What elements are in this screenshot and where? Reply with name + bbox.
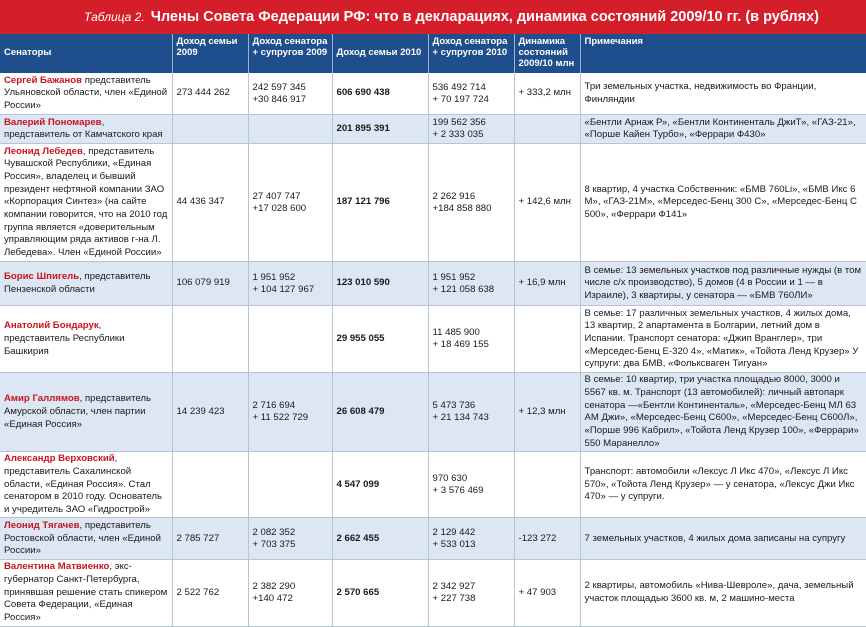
spouse-income-2009-line: +140 472	[252, 593, 293, 605]
family-income-2009	[172, 452, 248, 518]
senator-desc: , представитель Амурской области, член партии «Единая Россия»	[4, 393, 151, 430]
senator-name: Александр Верховский	[4, 453, 115, 465]
senator-desc: , экс-губернатор Санкт-Петербурга, принявшая решение стать спикером Совета Федерации, «Единая Россия»	[4, 561, 168, 624]
senator-cell	[0, 373, 172, 452]
family-income-2009: 44 436 347	[172, 144, 248, 262]
senator-name: Анатолий Бондарук	[4, 320, 99, 332]
family-income-2010: 201 895 391	[332, 115, 428, 144]
senator-cell	[0, 115, 172, 144]
senator-income-2010-line: 970 630	[432, 472, 468, 484]
notes: 8 квартир, 4 участка Собственник: «БМВ 760Li», «БМВ Икс 6 М», «ГАЗ-21М», «Мерседес-Бенц 300 С», «Мерседес-Бенц С 500», «Феррари Ф141»	[580, 144, 866, 262]
notes: В семье: 17 различных земельных участков, 4 жилых дома, 13 квартир, 2 апартамента в Болгарии, летний дом в Испании. Транспорт сенатора: «Джип Вранглер», три «Мерседес-Бенц Е-320 4», «Матик», «Тойота Ленд Крузер» У супруги: два БМВ, «Фольксваген Тигуан»	[580, 306, 866, 373]
notes: В семье: 13 земельных участков под различные нужды (в том числе с/х производство), 5 домов (4 в России и 1 — в Израиле), 3 квартиры, у сенатора — «БМВ 760ЛИ»	[580, 262, 866, 306]
header-senator-income-2009: Доход сенатора + супругов 2009	[248, 34, 332, 73]
spouse-income-2009-line: + 11 522 729	[252, 412, 309, 424]
senator-income-2009-line: 242 597 345	[252, 81, 306, 93]
senator-income-2009	[248, 518, 332, 560]
senator-income-2009	[248, 262, 332, 306]
dynamics	[514, 452, 580, 518]
senator-income-2010	[428, 518, 514, 560]
senator-name: Валерий Пономарев	[4, 116, 102, 128]
senator-income-2010	[428, 452, 514, 518]
senator-desc: , представитель Чувашской Республики, «Единая Россия», владелец и бывший президент нефтяной компании ЗАО «Корпорация Синтез» (на сайте компании говорится, что на 2010 год группа является «доверительным управляющим ряда активов г-на Л. Лебедева». Член «Единой России»	[4, 145, 168, 259]
senator-name: Борис Шпигель	[4, 271, 80, 283]
senator-cell	[0, 518, 172, 560]
senator-income-2010-line: 1 951 952	[432, 271, 476, 283]
senator-income-2009-line: 2 716 694	[252, 400, 296, 412]
family-income-2010: 606 690 438	[332, 73, 428, 115]
senator-name: Леонид Лебедев	[4, 145, 83, 157]
header-family-income-2009: Доход семьи 2009	[172, 34, 248, 73]
senator-income-2010	[428, 262, 514, 306]
senator-income-2009	[248, 115, 332, 144]
senator-income-2009	[248, 452, 332, 518]
table-row	[0, 306, 866, 373]
family-income-2009: 14 239 423	[172, 373, 248, 452]
family-income-2009	[172, 306, 248, 373]
senator-income-2010	[428, 115, 514, 144]
spouse-income-2010-line: + 70 197 724	[432, 93, 489, 105]
senator-cell	[0, 262, 172, 306]
family-income-2010: 29 955 055	[332, 306, 428, 373]
family-income-2009	[172, 115, 248, 144]
family-income-2009: 273 444 262	[172, 73, 248, 115]
senator-income-2010	[428, 73, 514, 115]
senator-desc: представитель Ульяновской области, член «Единой России»	[4, 74, 168, 111]
senator-income-2010	[428, 144, 514, 262]
senator-income-2010-line: 5 473 736	[432, 400, 476, 412]
table-row	[0, 518, 866, 560]
family-income-2009: 2 785 727	[172, 518, 248, 560]
senator-income-2010	[428, 306, 514, 373]
senator-income-2009-line: 2 082 352	[252, 527, 296, 538]
dynamics	[514, 306, 580, 373]
senator-name: Леонид Тягачев	[4, 520, 80, 531]
spouse-income-2009-line: +17 028 600	[252, 202, 307, 214]
table-row	[0, 73, 866, 115]
family-income-2010: 123 010 590	[332, 262, 428, 306]
senator-income-2009	[248, 306, 332, 373]
senator-cell	[0, 306, 172, 373]
notes: Транспорт: автомобили «Лексус Л Икс 470», «Лексус Л Икс 570», «Тойота Ленд Крузер» — у сенатора, «Лексус Джи Икс 470» — у супруги.	[580, 452, 866, 518]
senator-desc: , представитель Пензенской области	[4, 271, 151, 295]
spouse-income-2010-line: + 121 058 638	[432, 283, 495, 295]
table-label: Таблица 2.	[84, 10, 145, 24]
table-row	[0, 115, 866, 144]
spouse-income-2010-line: + 533 013	[432, 538, 476, 550]
senator-desc: , представитель Ростовской области, член «Единой России»	[4, 520, 161, 557]
spouse-income-2009-line: + 703 375	[252, 538, 296, 550]
declarations-table	[0, 34, 866, 627]
header-senators: Сенаторы	[0, 34, 172, 73]
spouse-income-2009-line: +30 846 917	[252, 93, 307, 105]
dynamics: -123 272	[514, 518, 580, 560]
senator-cell	[0, 144, 172, 262]
dynamics: + 142,6 млн	[514, 144, 580, 262]
spouse-income-2010-line: + 3 576 469	[432, 484, 484, 496]
header-dynamics: Динамика состояний 2009/10 млн	[514, 34, 580, 73]
table-header-row	[0, 34, 866, 73]
spouse-income-2010-line: + 2 333 035	[432, 129, 484, 141]
family-income-2010: 187 121 796	[332, 144, 428, 262]
spouse-income-2010-line: + 227 738	[432, 593, 476, 605]
senator-income-2009-line: 1 951 952	[252, 271, 296, 283]
senator-desc: , представитель Сахалинской области, «Единая Россия». Стал сенатором в 2010 году. Основатель и учредитель ЗАО «Гидрострой»	[4, 453, 162, 515]
senator-desc: , представитель от Камчатского края	[4, 116, 163, 141]
senator-income-2009	[248, 373, 332, 452]
dynamics	[514, 115, 580, 144]
senator-income-2009	[248, 144, 332, 262]
family-income-2009: 106 079 919	[172, 262, 248, 306]
senator-income-2010	[428, 373, 514, 452]
table-row	[0, 144, 866, 262]
notes: Три земельных участка, недвижимость во Франции, Финляндии	[580, 73, 866, 115]
notes: «Бентли Арнаж Р», «Бентли Континенталь ДжиТ», «ГАЗ-21», «Порше Кайен Турбо», «Феррари Ф430»	[580, 115, 866, 144]
senator-income-2010-line: 536 492 714	[432, 81, 486, 93]
senator-name: Валентина Матвиенко	[4, 561, 110, 573]
senator-income-2009	[248, 73, 332, 115]
dynamics: + 16,9 млн	[514, 262, 580, 306]
senator-income-2010	[428, 560, 514, 626]
notes: В семье: 10 квартир, три участка площадью 8000, 3000 и 5567 кв. м. Транспорт (13 автомобилей): личный автопарк сенатора —«Бентли Континенталь», «Мерседес-Бенц МЛ 63 АМ Джи», «Мерседес-Бенц С600», «Мерседес-Бенц С600Л», «Порше 996 Кабрил», «Тойота Ленд Крузер 100», «Феррари» 550 Маранелло»	[580, 373, 866, 452]
table-row	[0, 373, 866, 452]
notes: 2 квартиры, автомобиль «Нива-Шевроле», дача, земельный участок площадью 3600 кв. м, 2 машино-места	[580, 560, 866, 626]
senator-income-2009	[248, 560, 332, 626]
family-income-2010: 4 547 099	[332, 452, 428, 518]
family-income-2010: 26 608 479	[332, 373, 428, 452]
table-row	[0, 452, 866, 518]
table-title-bar	[0, 0, 866, 34]
family-income-2010: 2 662 455	[332, 518, 428, 560]
dynamics: + 333,2 млн	[514, 73, 580, 115]
table-title: Члены Совета Федерации РФ: что в декларациях, динамика состояний 2009/10 гг. (в рублях)	[150, 9, 819, 25]
senator-income-2010-line: 2 262 916	[432, 190, 476, 202]
spouse-income-2010-line: + 18 469 155	[432, 339, 489, 351]
spouse-income-2010-line: +184 858 880	[432, 202, 492, 214]
senator-name: Сергей Бажанов	[4, 74, 83, 86]
header-senator-income-2010: Доход сенатора + супругов 2010	[428, 34, 514, 73]
dynamics: + 47 903	[514, 560, 580, 626]
senator-desc: , представитель Республики Башкирия	[4, 320, 125, 357]
senator-income-2010-line: 11 485 900	[432, 327, 480, 339]
spouse-income-2010-line: + 21 134 743	[432, 412, 489, 424]
family-income-2010: 2 570 665	[332, 560, 428, 626]
notes: 7 земельных участков, 4 жилых дома записаны на супругу	[580, 518, 866, 560]
senator-income-2010-line: 2 129 442	[432, 527, 476, 538]
senator-cell	[0, 560, 172, 626]
header-family-income-2010: Доход семьи 2010	[332, 34, 428, 73]
table-row	[0, 560, 866, 626]
table-row	[0, 262, 866, 306]
senator-cell	[0, 73, 172, 115]
senator-income-2010-line: 2 342 927	[432, 581, 476, 593]
spouse-income-2009-line: + 104 127 967	[252, 283, 315, 295]
family-income-2009: 2 522 762	[172, 560, 248, 626]
senator-income-2009-line: 27 407 747	[252, 190, 301, 202]
senator-income-2010-line: 199 562 356	[432, 117, 486, 129]
senator-income-2009-line: 2 382 290	[252, 581, 296, 593]
senator-cell	[0, 452, 172, 518]
dynamics: + 12,3 млн	[514, 373, 580, 452]
header-notes: Примечания	[580, 34, 866, 73]
senator-name: Амир Галлямов	[4, 393, 80, 405]
